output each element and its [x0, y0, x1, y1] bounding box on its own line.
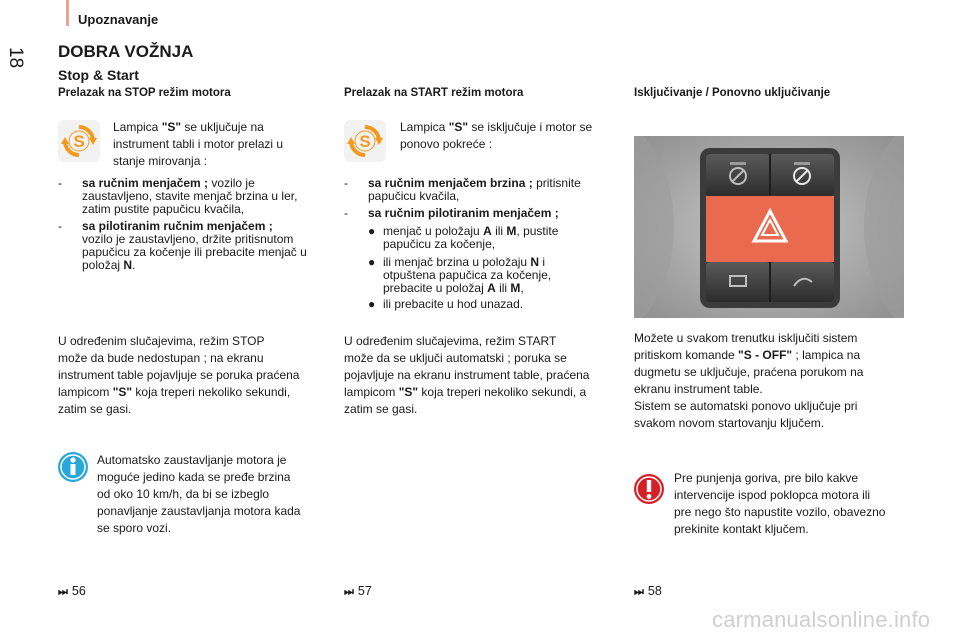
ref-arrow-icon: ⏭: [58, 586, 68, 598]
col1-page-ref[interactable]: ⏭ 56: [58, 584, 86, 598]
col1-bullet-piloted: - sa pilotiranim ručnim menjačem ; vozilo je zaustavljeno, držite pritisnutom papučicu za kočenje ili prebacite menjač u položaj N.: [58, 219, 307, 272]
info-note: Automatsko zaustavljanje motora je moguće jedino kada se pređe brzina od oko 10 km/h, da bi se izbeglo ponavljanje zaustavljanja motora kada se sporo vozi.: [97, 453, 301, 535]
col2-sub-bullet-1: ● menjač u položaju A ili M, pustite papučicu za kočenje,: [368, 224, 559, 251]
watermark: carmanualsonline.info: [712, 607, 931, 632]
svg-text:S: S: [359, 132, 371, 151]
page-number: 18: [5, 47, 26, 69]
col1-paragraph: U određenim slučajevima, režim STOP može da bude nedostupan ; na ekranu instrument table pojavljuje se poruka praćena lampicom "S" koja treperi nekoliko sekundi, zatim se gasi.: [58, 334, 300, 416]
col2-paragraph: U određenim slučajevima, režim START može da se uključi automatski ; poruka se pojavljuje na ekranu instrument table, praćena lampicom "S" koja treperi nekoliko sekundi, a zatim se gasi.: [344, 334, 590, 416]
dashboard-switch-photo: [634, 136, 904, 318]
stop-start-lamp-icon: [58, 120, 100, 162]
ref-arrow-icon: ⏭: [344, 586, 354, 598]
col1-lamp-text: Lampica "S" se uključuje na instrument tabli i motor prelazi u stanje mirovanja :: [113, 120, 284, 168]
col2-heading: Prelazak na START režim motora: [344, 87, 524, 99]
col2-bullet-piloted: - sa ručnim pilotiranim menjačem ;: [344, 206, 559, 220]
section-title: Upoznavanje: [78, 12, 159, 27]
section-accent-bar: [66, 0, 69, 26]
warning-note: Pre punjenja goriva, pre bilo kakve intervencije ispod poklopca motora ili pre nego što napustite vozilo, obavezno prekinite kontakt ključem.: [674, 471, 886, 536]
col2-page-ref[interactable]: ⏭ 57: [344, 584, 372, 598]
info-icon: [57, 451, 89, 488]
col3-paragraph: Možete u svakom trenutku isključiti sistem pritiskom komande "S - OFF" ; lampica na dugmetu se uključuje, praćena porukom na ekranu instrument table. Sistem se automatski ponovo uključuje pri svakom novom startovanju ključem.: [634, 331, 864, 430]
page-subtitle: Stop & Start: [58, 67, 139, 83]
warning-icon: [633, 473, 665, 510]
col2-sub-bullet-2: ● ili menjač brzina u položaju N i otpuštena papučica za kočenje, prebacite u položaj A ili M,: [368, 255, 552, 295]
col3-heading: Isključivanje / Ponovno uključivanje: [634, 87, 831, 99]
page-title: DOBRA VOŽNJA: [58, 42, 194, 61]
col2-sub-bullet-3: ● ili prebacite u hod unazad.: [368, 297, 524, 311]
col2-bullet-manual: - sa ručnim menjačem brzina ; pritisnite papučicu kvačila,: [344, 176, 581, 203]
ref-arrow-icon: ⏭: [634, 586, 644, 598]
col1-heading: Prelazak na STOP režim motora: [58, 87, 231, 99]
svg-text:S: S: [73, 132, 85, 151]
col3-page-ref[interactable]: ⏭ 58: [634, 584, 662, 598]
stop-start-lamp-icon: [344, 120, 386, 162]
col1-bullet-manual: - sa ručnim menjačem ; vozilo je zaustavljeno, stavite menjač brzina u ler, zatim pustite papučicu kvačila,: [58, 176, 298, 216]
col2-lamp-text: Lampica "S" se isključuje i motor se ponovo pokreće :: [400, 120, 593, 151]
